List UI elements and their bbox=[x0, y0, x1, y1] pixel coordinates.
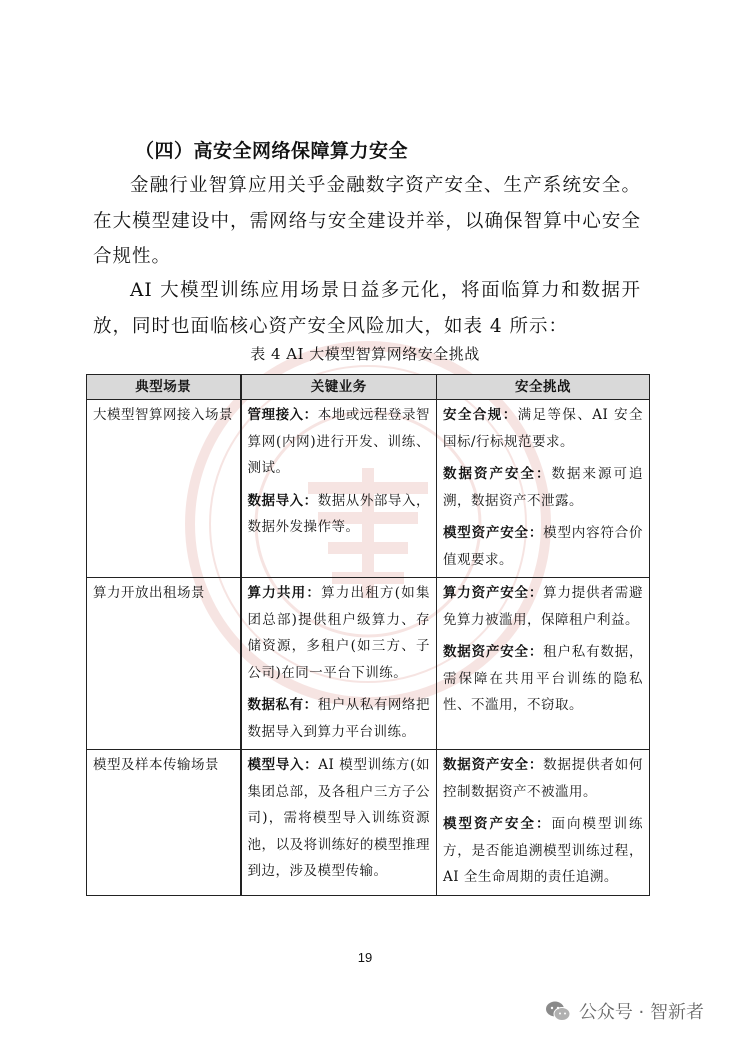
body-paragraph: 金融行业智算应用关乎金融数字资产安全、生产系统安全。在大模型建设中，需网络与安全建设并举，以确保智算中心安全合规性。 bbox=[93, 175, 641, 267]
column-header: 关键业务 bbox=[241, 375, 437, 400]
entry-label: 模型导入： bbox=[247, 757, 319, 773]
entry-label: 数据资产安全： bbox=[443, 644, 544, 660]
table-caption: 表 4 AI 大模型智算网络安全挑战 bbox=[250, 345, 480, 363]
table-row bbox=[87, 750, 650, 896]
section-heading: （四）高安全网络保障算力安全 bbox=[135, 140, 409, 162]
entry-text: 租户从私有网络把数据导入到算力平台训练。 bbox=[247, 697, 431, 740]
entry-label: 算力资产安全： bbox=[443, 585, 544, 601]
entry-text: 本地或远程登录智算网(内网)进行开发、训练、测试。 bbox=[247, 407, 431, 476]
entry-text: 租户私有数据，需保障在共用平台训练的隐私性、不滥用，不窃取。 bbox=[443, 644, 644, 713]
entry-label: 管理接入： bbox=[247, 407, 318, 423]
table-header-row bbox=[87, 375, 650, 400]
challenge-cell bbox=[437, 750, 650, 896]
business-entry bbox=[248, 402, 431, 482]
table-row bbox=[87, 400, 650, 578]
wechat-icon bbox=[545, 1000, 571, 1022]
challenge-entry bbox=[443, 811, 643, 891]
entry-text: 满足等保、AI 安全国标/行标规范要求。 bbox=[443, 407, 644, 450]
column-header: 安全挑战 bbox=[437, 375, 650, 400]
challenge-entry bbox=[443, 402, 643, 455]
table-row bbox=[87, 578, 650, 750]
entry-text: 算力出租方(如集团总部)提供租户级算力、存储资源，多租户(如三方、子公司)在同一平台下训练。 bbox=[247, 585, 430, 681]
business-entry bbox=[248, 488, 431, 541]
entry-label: 安全合规： bbox=[443, 407, 518, 423]
entry-label: 数据私有： bbox=[247, 697, 318, 713]
entry-text: 面向模型训练方，是否能追溯模型训练过程，AI 全生命周期的责任追溯。 bbox=[443, 816, 643, 885]
challenge-entry bbox=[443, 520, 643, 573]
entry-label: 数据资产安全： bbox=[443, 757, 544, 773]
entry-label: 算力共用： bbox=[247, 585, 322, 601]
challenge-cell bbox=[437, 578, 650, 750]
page-number: 19 bbox=[357, 950, 373, 965]
entry-label: 数据资产安全： bbox=[443, 466, 552, 482]
business-entry bbox=[248, 692, 431, 745]
scenario-cell: 模型及样本传输场景 bbox=[87, 750, 241, 896]
entry-label: 模型资产安全： bbox=[443, 525, 544, 541]
business-entry bbox=[248, 752, 431, 885]
challenge-cell bbox=[437, 400, 650, 578]
entry-text: 模型内容符合价值观要求。 bbox=[443, 525, 644, 568]
challenge-entry bbox=[443, 752, 643, 805]
entry-text: 算力提供者需避免算力被滥用，保障租户利益。 bbox=[443, 585, 644, 628]
entry-text: AI 模型训练方(如集团总部，及各租户三方子公司)，需将模型导入训练资源池，以及将训练好的模型推理到边，涉及模型传输。 bbox=[247, 757, 431, 879]
entry-label: 模型资产安全： bbox=[443, 816, 552, 832]
challenge-entry bbox=[443, 580, 643, 633]
entry-label: 数据导入： bbox=[247, 492, 318, 509]
challenge-entry bbox=[443, 639, 643, 719]
column-header: 典型场景 bbox=[87, 375, 241, 400]
scenario-cell: 大模型智算网接入场景 bbox=[87, 400, 241, 578]
entry-text: 数据来源可追溯，数据资产不泄露。 bbox=[443, 466, 643, 509]
watermark-text: 公众号 · 智新者 bbox=[578, 1002, 704, 1023]
business-cell bbox=[241, 578, 437, 750]
wechat-watermark bbox=[545, 998, 704, 1024]
scenario-cell: 算力开放出租场景 bbox=[87, 578, 241, 750]
business-cell bbox=[241, 400, 437, 578]
security-challenge-table bbox=[86, 374, 650, 896]
challenge-entry bbox=[443, 461, 643, 514]
body-paragraph: AI 大模型训练应用场景日益多元化，将面临算力和数据开放，同时也面临核心资产安全风险加大，如表 4 所示： bbox=[93, 280, 641, 337]
entry-text: 数据从外部导入，数据外发操作等。 bbox=[247, 492, 431, 535]
business-entry bbox=[248, 580, 431, 686]
entry-text: 数据提供者如何控制数据资产不被滥用。 bbox=[443, 757, 644, 800]
business-cell bbox=[241, 750, 437, 896]
